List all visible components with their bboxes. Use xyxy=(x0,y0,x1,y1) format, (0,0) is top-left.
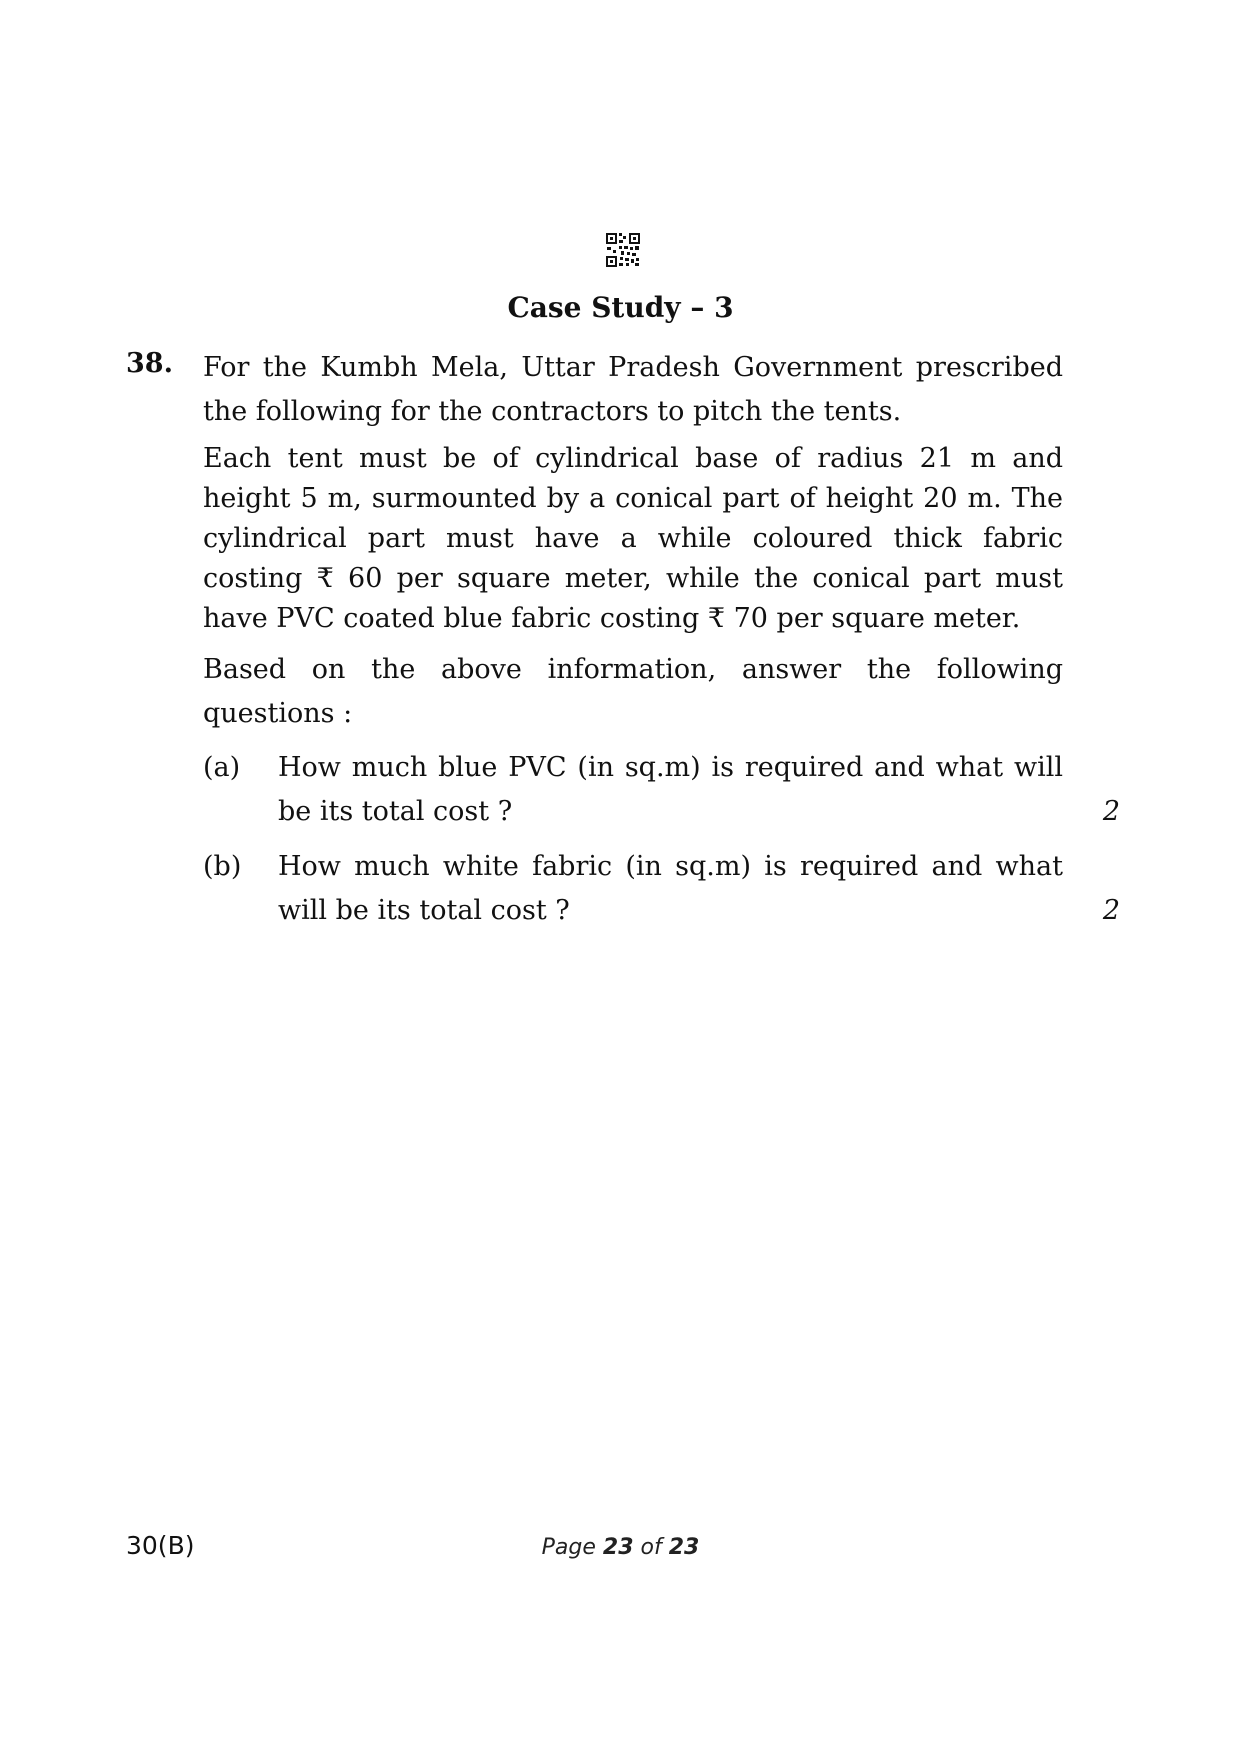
of-word: of xyxy=(640,1535,662,1560)
paper-code: 30(B) xyxy=(126,1531,195,1560)
question-instruction: Based on the above information, answer the following questions : xyxy=(203,654,1063,729)
page-current: 23 xyxy=(602,1535,634,1560)
part-b-text: How much white fabric (in sq.m) is required and what will be its total cost ? xyxy=(278,851,1063,926)
part-a-marks: 2 xyxy=(1102,796,1120,827)
question-details: Each tent must be of cylindrical base of radius 21 m and height 5 m, surmounted by a conical part of height 20 m. The cylindrical part must have a while coloured thick fabric costing ₹ 60 per square meter, while the conical part must have PVC coated blue fabric costing ₹ 70 per square meter. xyxy=(203,443,1063,634)
part-b-marks: 2 xyxy=(1102,895,1120,926)
part-a-text: How much blue PVC (in sq.m) is required and what will be its total cost ? xyxy=(278,752,1063,827)
page-word: Page xyxy=(541,1535,596,1560)
page-number xyxy=(0,1533,1241,1563)
qr-code-icon xyxy=(605,232,641,268)
page-total: 23 xyxy=(668,1535,700,1560)
case-study-title: Case Study – 3 xyxy=(507,291,734,324)
question-number: 38. xyxy=(126,348,173,379)
part-a-label: (a) xyxy=(203,752,241,783)
question-intro: For the Kumbh Mela, Uttar Pradesh Government prescribed the following for the contractors to pitch the tents. xyxy=(203,352,1063,427)
part-b-label: (b) xyxy=(203,851,242,882)
